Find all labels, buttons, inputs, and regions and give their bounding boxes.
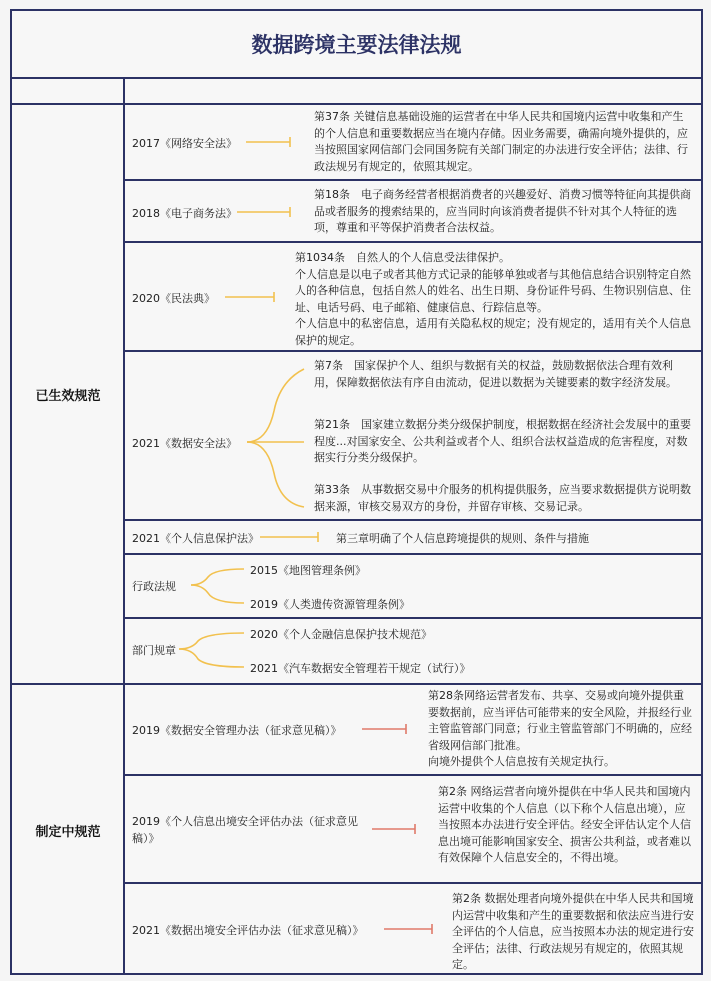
desc-draft-data-export-assessment: 第2条 数据处理者向境外提供在中华人民共和国境内运营中收集和产生的重要数据和依法应当进行安全评估的个人信息，应当按照本办法的规定进行安全评估；法律、行政法规另有规定的，依照其规定。 bbox=[452, 892, 694, 971]
category-draft: 制定中规范 bbox=[35, 824, 101, 840]
law-cybersecurity: 2017《网络安全法》 bbox=[132, 137, 237, 150]
desc-ecommerce: 第18条 电子商务经营者根据消费者的兴趣爱好、消费习惯等特征向其提供商品或者服务的搜索结果的，应当同时向该消费者提供不针对其个人特征的选项，尊重和平等保护消费者合法权益。 bbox=[314, 188, 691, 234]
connector-admin-reg-2 bbox=[191, 585, 244, 603]
law-pipl: 2021《个人信息保护法》 bbox=[132, 532, 259, 545]
desc-draft-personal-info-export: 第2条 网络运营者向境外提供在中华人民共和国境内运营中收集的个人信息（以下称个人信息出境），应当按照本办法进行安全评估。经安全评估认定个人信息出境可能影响国家安全、损害公共利益，或者难以有效保障个人信息安全的，不得出境。 bbox=[438, 785, 691, 864]
civil-code-art1034: 第1034条 自然人的个人信息受法律保护。 bbox=[295, 251, 510, 264]
civil-code-definition: 个人信息是以电子或者其他方式记录的能够单独或者与其他信息结合识别特定自然人的各种信息，包括自然人的姓名、出生日期、身份证件号码、生物识别信息、住址、电话号码、电子邮箱、健康信息、行踪信息等。 bbox=[295, 267, 691, 314]
group-dept-rules: 部门规章 bbox=[132, 644, 176, 657]
desc-data-security-art33: 第33条 从事数据交易中介服务的机构提供服务，应当要求数据提供方说明数据来源，审核交易双方的身份，并留存审核、交易记录。 bbox=[314, 483, 691, 513]
connector-data-security-art33 bbox=[247, 442, 304, 507]
law-ecommerce: 2018《电子商务法》 bbox=[132, 207, 237, 220]
law-draft-data-export-assessment: 2021《数据出境安全评估办法（征求意见稿）》 bbox=[132, 924, 364, 937]
desc-pipl: 第三章明确了个人信息跨境提供的规则、条件与措施 bbox=[336, 532, 589, 545]
draft-1-personal-info: 向境外提供个人信息按有关规定执行。 bbox=[428, 755, 615, 768]
group-admin-regulations: 行政法规 bbox=[132, 580, 176, 593]
desc-data-security-art7: 第7条 国家保护个人、组织与数据有关的权益，鼓励数据依法合理有效利用，保障数据依法有序自由流动，促进以数据为关键要素的数字经济发展。 bbox=[314, 359, 677, 389]
dept-rule-auto: 2021《汽车数据安全管理若干规定（试行）》 bbox=[250, 662, 471, 675]
page-title: 数据跨境主要法律法规 bbox=[12, 11, 701, 79]
connector-admin-reg-1 bbox=[191, 569, 244, 585]
connector-data-security-art7 bbox=[247, 369, 304, 442]
category-effective: 已生效规范 bbox=[35, 388, 101, 404]
civil-code-private-info: 个人信息中的私密信息，适用有关隐私权的规定；没有规定的，适用有关个人信息保护的规定。 bbox=[295, 317, 691, 347]
admin-reg-genetic: 2019《人类遗传资源管理条例》 bbox=[250, 598, 410, 611]
connector-dept-rule-2 bbox=[179, 649, 244, 667]
desc-civil-code bbox=[295, 250, 695, 349]
desc-cybersecurity: 第37条 关键信息基础设施的运营者在中华人民共和国境内运营中收集和产生的个人信息和重要数据应当在境内存储。因业务需要，确需向境外提供的，应当按照国家网信部门会同国务院有关部门制定的办法进行安全评估；法律、行政法规另有规定的，依照其规定。 bbox=[314, 110, 688, 173]
dept-rule-finance: 2020《个人金融信息保护技术规范》 bbox=[250, 628, 432, 641]
law-civil-code: 2020《民法典》 bbox=[132, 292, 215, 305]
law-data-security: 2021《数据安全法》 bbox=[132, 437, 237, 450]
desc-draft-data-security-measures bbox=[428, 688, 693, 771]
diagram-frame bbox=[10, 9, 703, 975]
draft-1-art28: 第28条网络运营者发布、共享、交易或向境外提供重要数据前，应当评估可能带来的安全风险，并报经行业主管监管部门同意；行业主管监管部门不明确的，应经省级网信部门批准。 bbox=[428, 689, 692, 752]
admin-reg-map: 2015《地图管理条例》 bbox=[250, 564, 366, 577]
connector-dept-rule-1 bbox=[179, 633, 244, 649]
law-draft-personal-info-export: 2019《个人信息出境安全评估办法（征求意见稿）》 bbox=[132, 815, 358, 845]
law-draft-data-security-measures: 2019《数据安全管理办法（征求意见稿）》 bbox=[132, 724, 342, 737]
desc-data-security-art21: 第21条 国家建立数据分类分级保护制度，根据数据在经济社会发展中的重要程度...对国家安全、公共利益或者个人、组织合法权益造成的危害程度，对数据实行分类分级保护。 bbox=[314, 418, 691, 464]
